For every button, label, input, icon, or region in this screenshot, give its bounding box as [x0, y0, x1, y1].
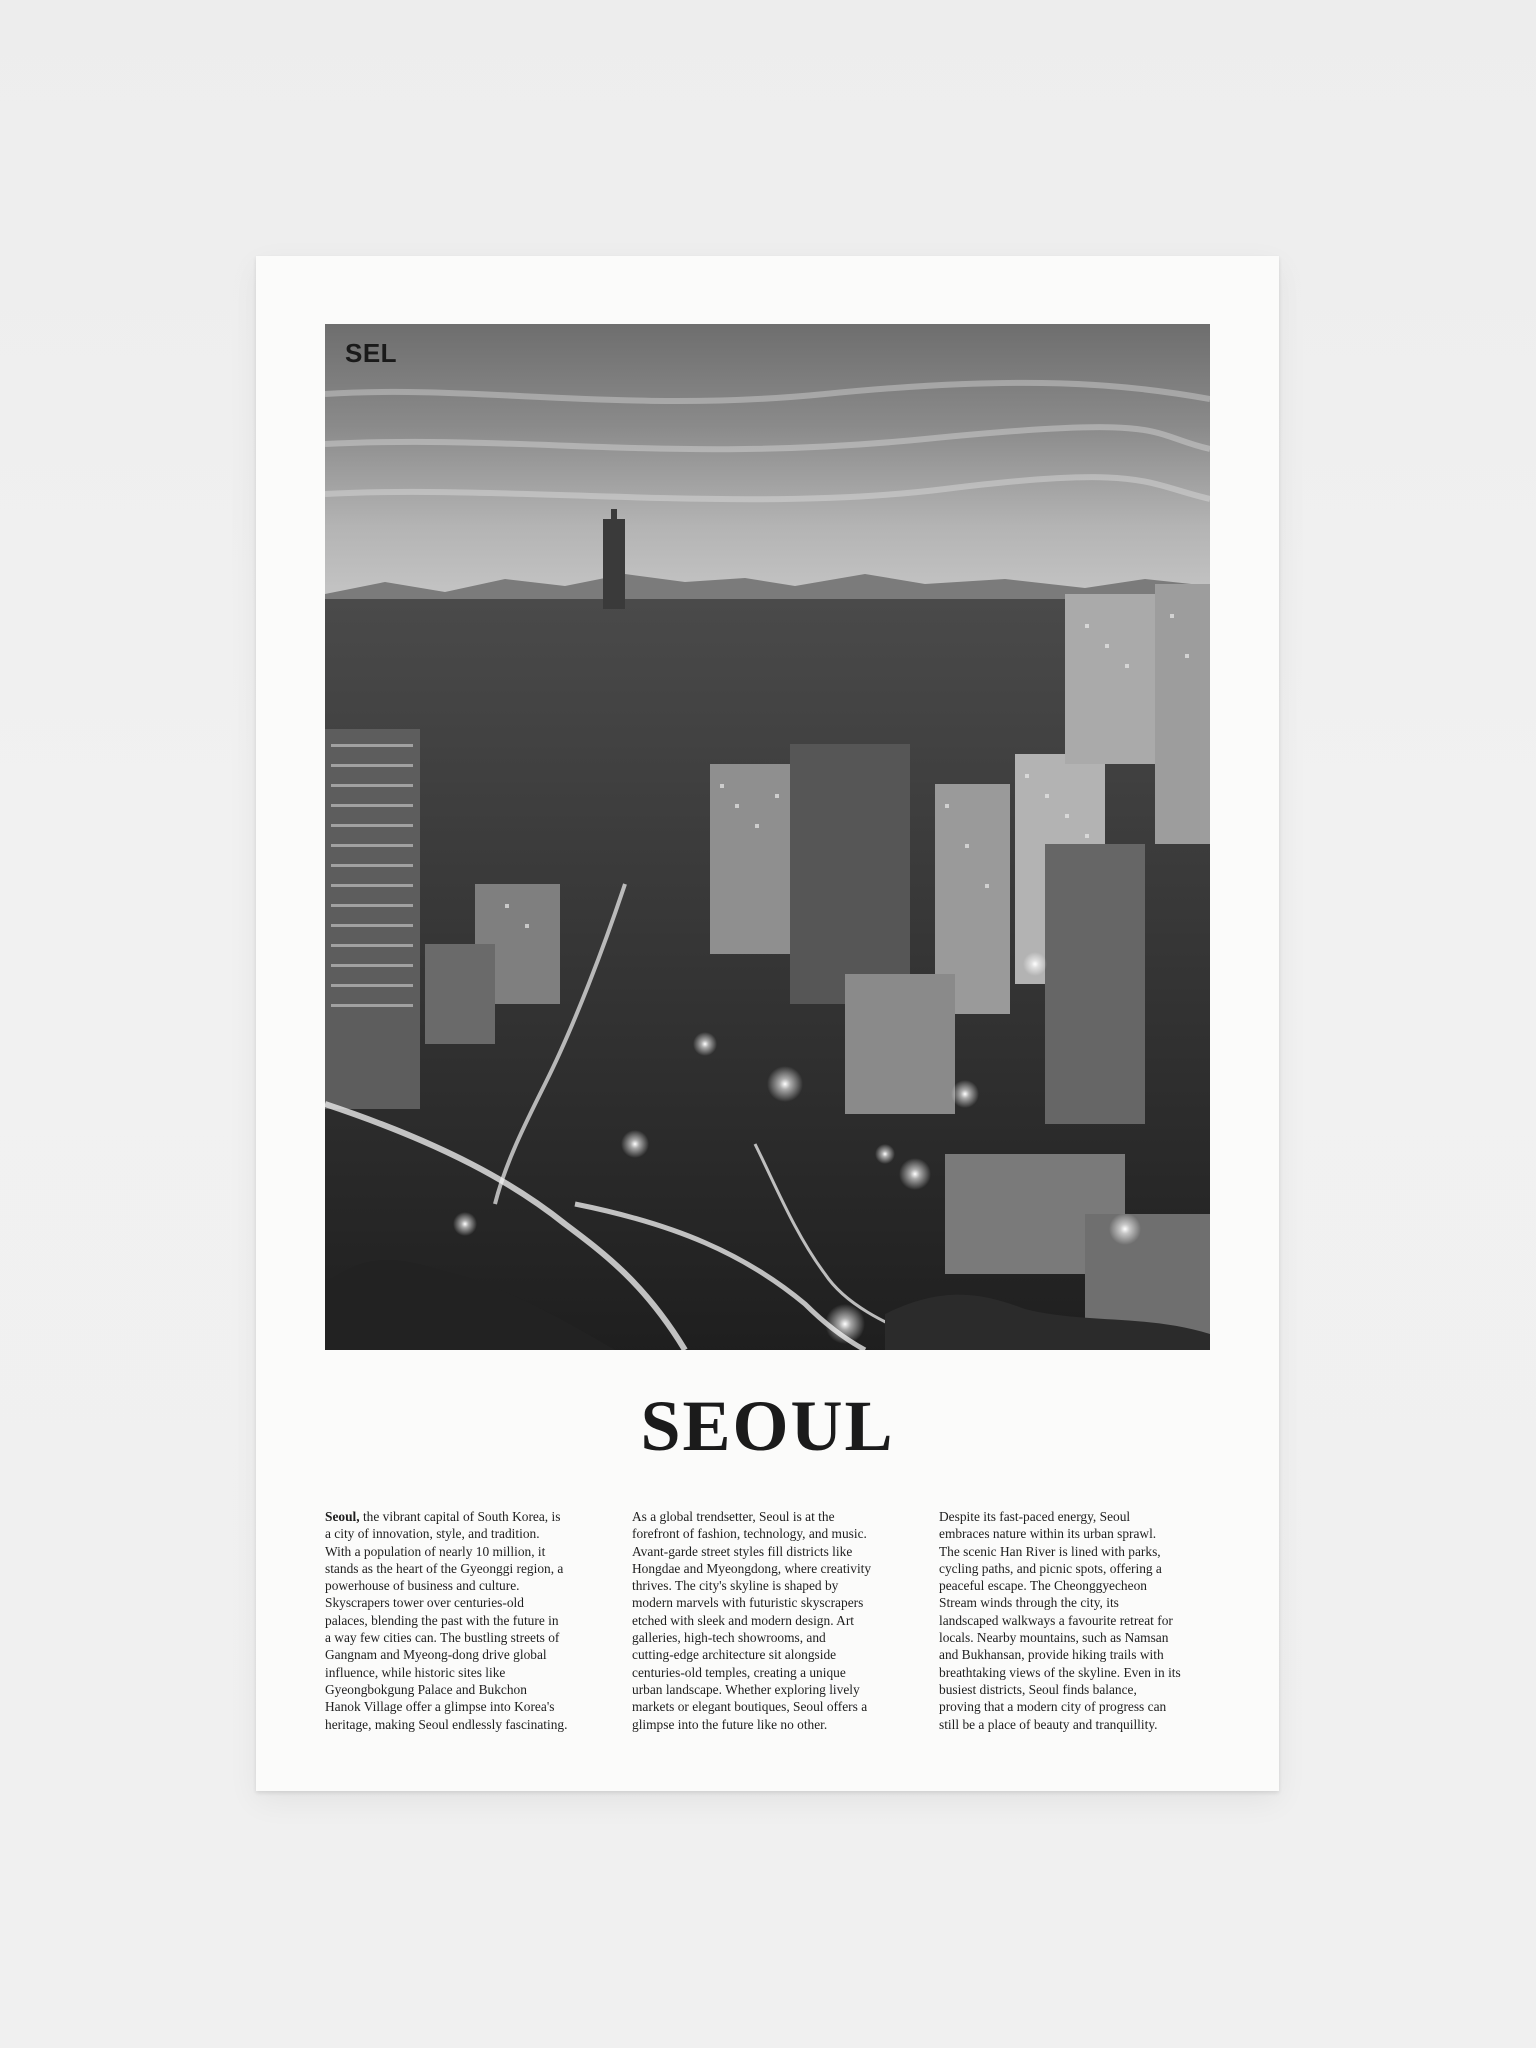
line-text: breathtaking views of the skyline. Even in its: [939, 1664, 1181, 1680]
line-text: Stream winds through the city, its: [939, 1595, 1119, 1611]
poster: [256, 256, 1279, 1791]
text-column-3: [939, 1508, 1211, 1733]
column-2-line: [632, 1681, 904, 1698]
column-1-line: [325, 1681, 597, 1698]
column-2-line: [632, 1698, 904, 1715]
line-text: embraces nature within its urban sprawl.: [939, 1526, 1157, 1542]
line-text: forefront of fashion, technology, and music.: [632, 1526, 867, 1542]
column-2-line: [632, 1594, 904, 1611]
column-2-line: [632, 1560, 904, 1577]
line-text: the vibrant capital of South Korea, is: [359, 1509, 561, 1524]
line-text: powerhouse of business and culture.: [325, 1578, 520, 1594]
column-1-line: [325, 1594, 597, 1611]
text-column-1: [325, 1508, 597, 1733]
line-text: glimpse into the future like no other.: [632, 1716, 828, 1732]
line-text: locals. Nearby mountains, such as Namsan: [939, 1630, 1169, 1646]
poster-title: SEOUL: [640, 1386, 895, 1466]
column-1-line: [325, 1612, 597, 1629]
line-text: and Bukhansan, provide hiking trails with: [939, 1647, 1164, 1663]
column-1-line: [325, 1716, 597, 1733]
line-text: still be a place of beauty and tranquillity.: [939, 1716, 1158, 1732]
column-1-line: [325, 1543, 597, 1560]
line-text: cutting-edge architecture sit alongside: [632, 1647, 837, 1663]
line-text: urban landscape. Whether exploring lively: [632, 1681, 860, 1697]
column-1-line: [325, 1560, 597, 1577]
column-3-line: [939, 1629, 1211, 1646]
line-text: Gangnam and Myeong-dong drive global: [325, 1647, 547, 1663]
column-1-line: [325, 1664, 597, 1681]
line-text: Gyeongbokgung Palace and Bukchon: [325, 1681, 527, 1697]
line-text: influence, while historic sites like: [325, 1664, 506, 1680]
text-column-2: [632, 1508, 904, 1733]
column-3-line: [939, 1543, 1211, 1560]
column-3-line: [939, 1525, 1211, 1542]
line-text: With a population of nearly 10 million, it: [325, 1543, 546, 1559]
line-text: palaces, blending the past with the future in: [325, 1612, 559, 1628]
column-1-line: [325, 1525, 597, 1542]
line-text: a way few cities can. The bustling streets of: [325, 1630, 560, 1646]
column-3-line: [939, 1698, 1211, 1715]
skyline-illustration: [325, 324, 1210, 1350]
line-text: etched with sleek and modern design. Art: [632, 1612, 855, 1628]
column-2-line: [632, 1543, 904, 1560]
column-1-line: [325, 1646, 597, 1663]
line-text: Hanok Village offer a glimpse into Korea's: [325, 1699, 555, 1715]
line-text: The scenic Han River is lined with parks,: [939, 1543, 1161, 1559]
column-2-line: [632, 1525, 904, 1542]
line-text: modern marvels with futuristic skyscrapers: [632, 1595, 864, 1611]
line-text: Skyscrapers tower over centuries-old: [325, 1595, 524, 1611]
column-2-line: [632, 1629, 904, 1646]
line-text: markets or elegant boutiques, Seoul offers a: [632, 1699, 868, 1715]
column-3-line: [939, 1646, 1211, 1663]
line-text: thrives. The city's skyline is shaped by: [632, 1578, 839, 1594]
line-text: heritage, making Seoul endlessly fascinating.: [325, 1716, 568, 1732]
column-3-line: [939, 1508, 1211, 1525]
column-3-line: [939, 1681, 1211, 1698]
column-2-line: [632, 1508, 904, 1525]
column-3-line: [939, 1716, 1211, 1733]
column-2-line: [632, 1646, 904, 1663]
column-1-line: [325, 1629, 597, 1646]
column-3-line: [939, 1612, 1211, 1629]
line-text: cycling paths, and picnic spots, offering a: [939, 1560, 1162, 1576]
column-1-line: [325, 1577, 597, 1594]
line-text: galleries, high-tech showrooms, and: [632, 1630, 826, 1646]
city-code-label: SEL: [345, 338, 398, 368]
column-2-line: [632, 1577, 904, 1594]
column-3-line: [939, 1577, 1211, 1594]
lead-word: Seoul,: [325, 1509, 360, 1524]
line-text: centuries-old temples, creating a unique: [632, 1664, 846, 1680]
line-text: stands as the heart of the Gyeonggi region, a: [325, 1560, 564, 1576]
column-1-line: [325, 1698, 597, 1715]
line-text: landscaped walkways a favourite retreat for: [939, 1612, 1173, 1628]
column-2-line: [632, 1664, 904, 1681]
line-text: As a global trendsetter, Seoul is at the: [632, 1509, 835, 1524]
line-text: proving that a modern city of progress can: [939, 1699, 1167, 1715]
line-text: a city of innovation, style, and tradition.: [325, 1526, 540, 1542]
line-text: Hongdae and Myeongdong, where creativity: [632, 1560, 872, 1576]
line-text: peaceful escape. The Cheonggyecheon: [939, 1578, 1147, 1594]
column-3-line: [939, 1594, 1211, 1611]
column-3-line: [939, 1664, 1211, 1681]
column-2-line: [632, 1716, 904, 1733]
line-text: busiest districts, Seoul finds balance,: [939, 1681, 1137, 1697]
column-1-line: [325, 1508, 597, 1525]
line-text: Avant-garde street styles fill districts like: [632, 1543, 853, 1559]
seoul-skyline-photo: [325, 324, 1210, 1350]
line-text: Despite its fast-paced energy, Seoul: [939, 1509, 1131, 1524]
column-2-line: [632, 1612, 904, 1629]
column-3-line: [939, 1560, 1211, 1577]
